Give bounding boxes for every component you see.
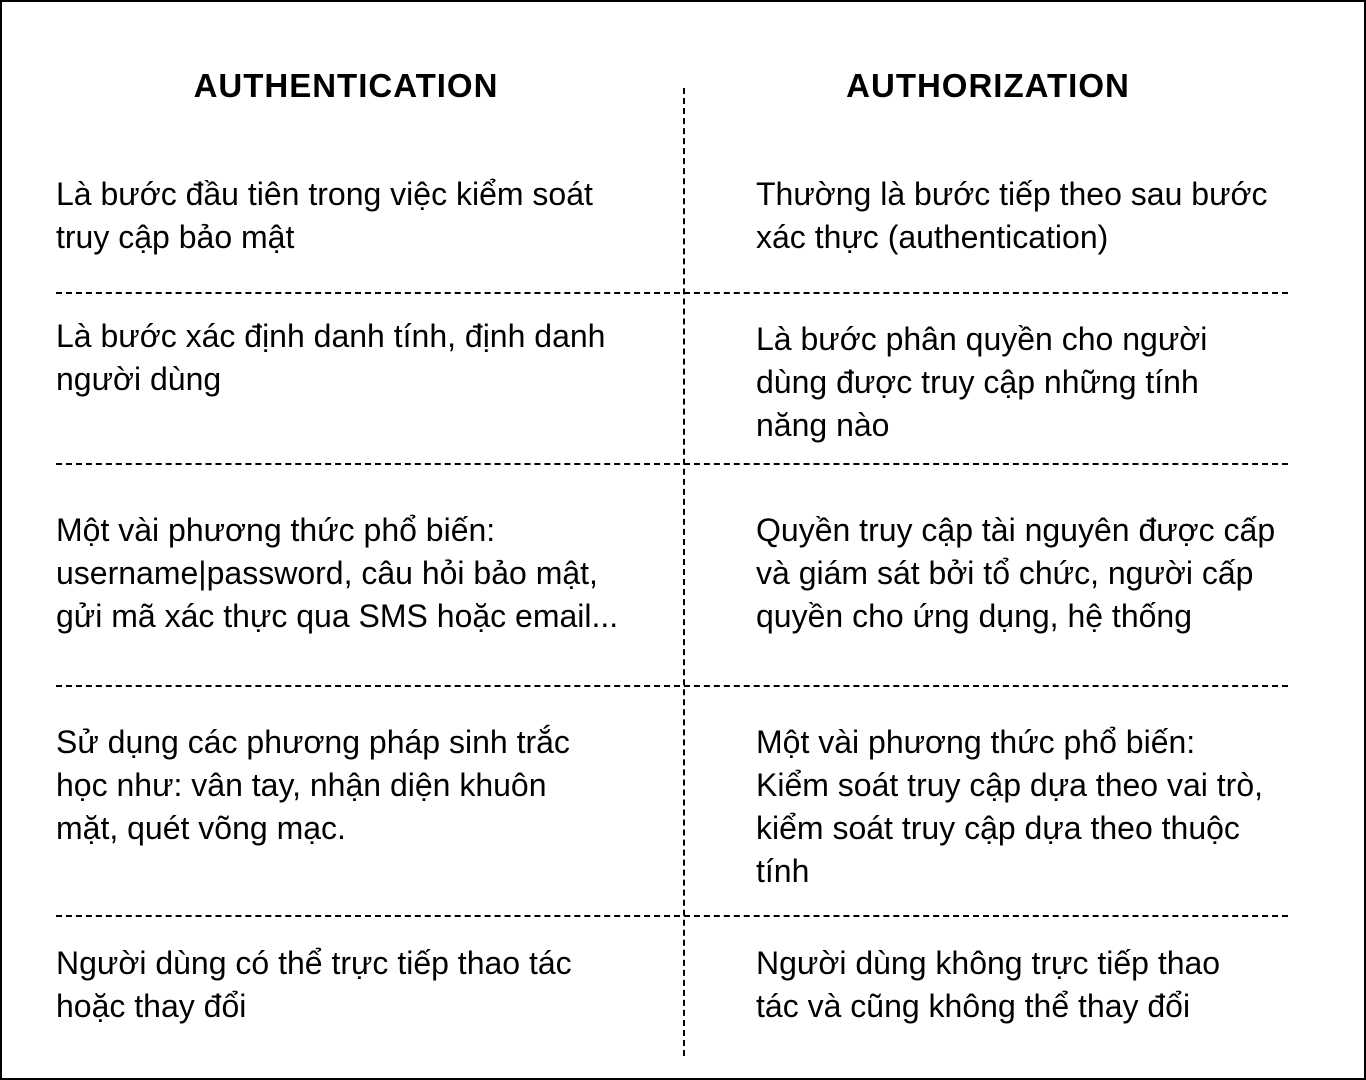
text-line: Một vài phương thức phổ biến:	[756, 724, 1196, 760]
row-2-authentication	[56, 315, 605, 401]
text-line: kiểm soát truy cập dựa theo thuộc	[756, 810, 1240, 846]
row-1-authentication	[56, 173, 593, 259]
text-line: người dùng	[56, 361, 222, 397]
row-4-authentication	[56, 721, 570, 850]
row-2-authorization	[756, 318, 1207, 447]
column-divider	[683, 88, 685, 1056]
text-line: Kiểm soát truy cập dựa theo vai trò,	[756, 767, 1263, 803]
authentication-header: AUTHENTICATION	[193, 67, 499, 104]
text-line: học như: vân tay, nhận diện khuôn	[56, 767, 547, 803]
text-line: Một vài phương thức phổ biến:	[56, 512, 496, 548]
text-line: Là bước phân quyền cho người	[756, 321, 1208, 357]
text-line: tính	[756, 853, 810, 889]
text-line: dùng được truy cập những tính	[756, 364, 1199, 400]
text-line: xác thực (authentication)	[756, 219, 1109, 255]
text-line: Là bước xác định danh tính, định danh	[56, 318, 606, 354]
row-divider	[56, 915, 1288, 917]
row-4-authorization	[756, 721, 1263, 893]
text-line: mặt, quét võng mạc.	[56, 810, 346, 846]
authorization-header: AUTHORIZATION	[846, 67, 1130, 104]
row-divider	[56, 463, 1288, 465]
text-line: và giám sát bởi tổ chức, người cấp	[756, 555, 1254, 591]
text-line: gửi mã xác thực qua SMS hoặc email...	[56, 598, 619, 634]
row-3-authorization	[756, 509, 1275, 638]
row-divider	[56, 292, 1288, 294]
text-line: năng nào	[756, 407, 890, 443]
text-line: Người dùng có thể trực tiếp thao tác	[56, 945, 572, 981]
text-line: Quyền truy cập tài nguyên được cấp	[756, 512, 1276, 548]
text-line: Sử dụng các phương pháp sinh trắc	[56, 724, 570, 760]
row-3-authentication	[56, 509, 618, 638]
row-5-authorization	[756, 942, 1220, 1028]
row-1-authorization	[756, 173, 1267, 259]
text-line: hoặc thay đổi	[56, 988, 247, 1024]
text-line: Người dùng không trực tiếp thao	[756, 945, 1221, 981]
text-line: truy cập bảo mật	[56, 219, 295, 255]
text-line: Thường là bước tiếp theo sau bước	[756, 176, 1268, 212]
row-5-authentication	[56, 942, 572, 1028]
text-line: username|password, câu hỏi bảo mật,	[56, 555, 598, 591]
row-divider	[56, 685, 1288, 687]
text-line: Là bước đầu tiên trong việc kiểm soát	[56, 176, 593, 212]
text-line: quyền cho ứng dụng, hệ thống	[756, 598, 1192, 634]
text-line: tác và cũng không thể thay đổi	[756, 988, 1191, 1024]
